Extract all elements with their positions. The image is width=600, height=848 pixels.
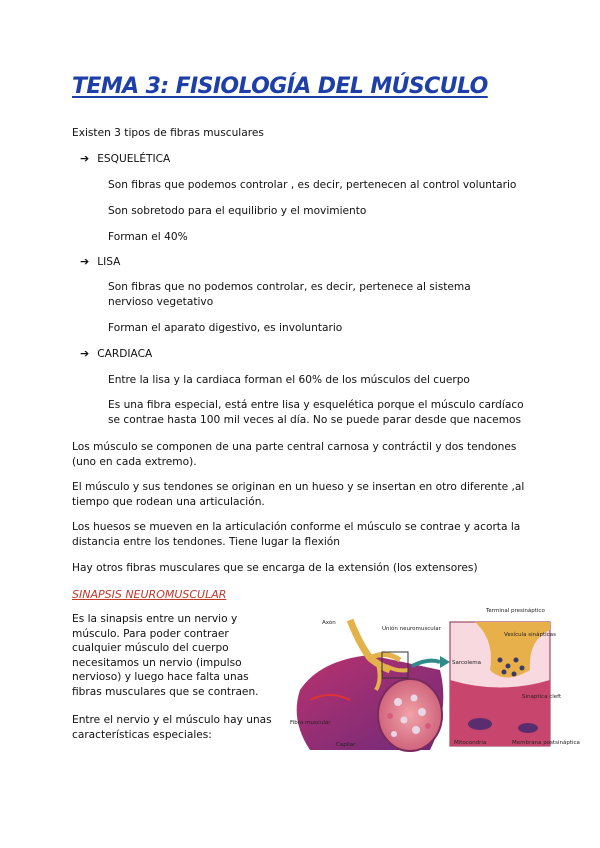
label-fiber: Fibra muscular (290, 720, 331, 726)
list-item-lisa (80, 255, 120, 268)
section-paragraph: Es la sinapsis entre un nervio y músculo. Para poder contraer cualquier músculo del cuerpo necesitamos un nervio (impulso nervioso) y luego hace falta unas fibras musculares que se contraen. (72, 613, 259, 698)
section-heading: SINAPSIS NEUROMUSCULAR (72, 588, 227, 601)
paragraph: El músculo y sus tendones se originan en un hueso y se insertan en otro diferente ,al tiempo que rodean una articulación. (72, 481, 525, 508)
label-mito: Mitocondria (454, 740, 487, 746)
paragraph: Hay otros fibras musculares que se encarga de la extensión (los extensores) (72, 562, 478, 574)
type-line: Son fibras que no podemos controlar, es decir, pertenece al sistema nervioso vegetativo (108, 281, 471, 308)
type-line: Es una fibra especial, está entre lisa y esquelética porque el músculo cardíaco se contrae hasta 100 mil veces al día. No se puede parar desde que nacemos (108, 399, 524, 426)
paragraph: Los huesos se mueven en la articulación conforme el músculo se contrae y acorta la distancia entre los tendones. Tiene lugar la flexión (72, 521, 521, 548)
type-line: Son sobretodo para el equilibrio y el movimiento (108, 205, 367, 217)
arrow-icon: ➔ (80, 255, 90, 268)
label-junction: Unión neuromuscular (382, 626, 441, 632)
neuromuscular-junction-figure (290, 600, 580, 750)
type-line: Son fibras que podemos controlar , es decir, pertenecen al control voluntario (108, 179, 517, 191)
paragraph: Los músculo se componen de una parte central carnosa y contráctil y dos tendones (uno en cada extremo). (72, 441, 517, 468)
section-paragraph: Entre el nervio y el músculo hay unas características especiales: (72, 714, 272, 741)
type-name: CARDIACA (97, 347, 153, 360)
type-line: Forman el 40% (108, 231, 188, 243)
type-name: ESQUELÉTICA (97, 152, 171, 165)
synapse-inset-illustration (450, 622, 550, 746)
arrow-icon: ➔ (80, 347, 90, 360)
arrow-icon: ➔ (80, 152, 90, 165)
type-line: Forman el aparato digestivo, es involuntario (108, 322, 343, 334)
label-axon: Axón (322, 620, 336, 626)
intro-text: Existen 3 tipos de fibras musculares (72, 127, 264, 139)
label-terminal: Terminal presináptico (486, 608, 545, 614)
label-vesicles: Vesícula sinápticas (504, 632, 556, 638)
type-name: LISA (97, 255, 121, 268)
list-item-cardiaca (80, 347, 152, 360)
type-line: Entre la lisa y la cardiaca forman el 60% de los músculos del cuerpo (108, 374, 470, 386)
label-capillary: Capilar (336, 742, 356, 748)
page-title: TEMA 3: FISIOLOGÍA DEL MÚSCULO (72, 74, 488, 99)
label-cleft: Sinaptica cleft (522, 694, 562, 700)
list-item-esqueletica (80, 152, 170, 165)
muscle-fiber-illustration (297, 655, 444, 751)
label-sarcolemma: Sarcolema (452, 660, 482, 666)
label-membrane: Membrana postsináptica (512, 740, 580, 746)
